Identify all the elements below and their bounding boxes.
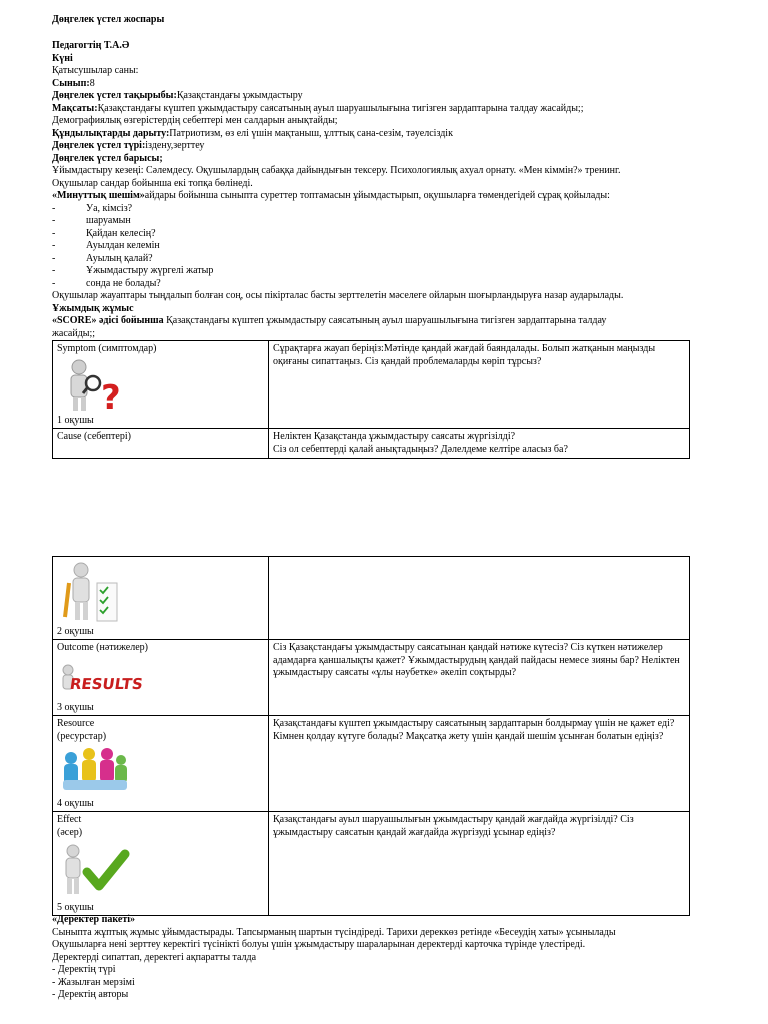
grade-line xyxy=(52,78,692,91)
minute-line xyxy=(52,190,692,203)
table-row xyxy=(53,640,690,716)
table-row xyxy=(53,557,690,640)
table-cell: Қазақстандағы күштеп ұжымдастыру саясатының зардаптарын болдырмау үшін не қажет еді? Кімнен қолдау күтуге болады? Мақсатқа жету үшін қандай шешім ұсынған болатын едіңіз? xyxy=(269,716,690,812)
score-text: Қазақстандағы күштеп ұжымдастыру саясатының ауыл шаруашылығына тигізген зардаптарына талдау xyxy=(163,315,607,326)
student-count: 4 оқушы xyxy=(57,797,94,809)
list-item: - Ауылың қалай? xyxy=(52,252,153,264)
table-cell: Cause (себептері) xyxy=(53,429,269,459)
table-row xyxy=(53,812,690,916)
results-icon-text: RESULTS xyxy=(68,675,145,693)
type-value: іздену,зерттеу xyxy=(145,140,205,151)
table-cell xyxy=(53,716,269,812)
packet-title: «Деректер пакеті» xyxy=(52,914,136,925)
topic-label: Дөңгелек үстел тақырыбы: xyxy=(52,90,177,101)
intro-line-1: Ұйымдастыру кезеңі: Сәлемдесу. Оқушылардың сабаққа дайындығын тексеру. Психологиялық ахуал орнату. «Мен кіммін?» тренинг. xyxy=(52,165,621,176)
table-cell xyxy=(53,812,269,916)
student-count: 3 оқушы xyxy=(57,701,94,713)
goal-label: Мақсаты: xyxy=(52,102,98,114)
list-item: - шаруамын xyxy=(52,215,131,226)
packet-line-3: Деректерді сипаттап, деректегі ақпаратты талда xyxy=(52,951,257,963)
results-icon xyxy=(59,662,145,701)
question-list xyxy=(52,203,692,291)
checklist-person-icon xyxy=(59,561,121,632)
list-item: - Қайдан келесің? xyxy=(52,227,156,239)
list-item: - Уа, кімсіз? xyxy=(52,202,133,214)
table-cell xyxy=(53,640,269,716)
student-count: 5 оқушы xyxy=(57,901,94,913)
team-puzzle-icon xyxy=(59,744,131,799)
type-line xyxy=(52,140,692,153)
after-line: Оқушылар жауаптары тыңдалып болған соң, осы пікірталас басты зерттелетін мәселеге ойларын шоғырландыруға назар аударылады. xyxy=(52,290,624,301)
table-cell: Сіз Қазақстандағы ұжымдастыру саясатынан қандай нәтиже күтесіз? Сіз күткен нәтижелер адамдарға қаншалықты қажет? Ұжымдастырудың қандай пайдасы немесе зияны бар? Неліктен ұжымдастыру саясаты «ұлы нәубетке» әкеліп соқтырды? xyxy=(269,640,690,716)
type-label: Дөңгелек үстел түрі: xyxy=(52,140,146,151)
teacher-line: Педагогтің Т.А.Ә xyxy=(52,40,130,51)
list-item: - Деректің түрі xyxy=(52,964,116,975)
list-item: - Деректің авторы xyxy=(52,989,129,1000)
progress-label: Дөңгелек үстел барысы; xyxy=(52,152,163,164)
row-label: Effect (әсер) xyxy=(57,814,83,838)
table-cell xyxy=(53,557,269,640)
table-row xyxy=(53,341,690,429)
table-row xyxy=(53,716,690,812)
participants-line: Қатысушылар саны: xyxy=(52,65,139,76)
table-cell xyxy=(269,557,690,640)
goal-line xyxy=(52,103,692,116)
packet-line-1: Сыныпта жұптық жұмыс ұйымдастырады. Тапсырманың шартын түсіндіреді. Тарихи дереккөз ретінде «Бесеудің хаты» ұсынылады xyxy=(52,926,616,938)
data-packet-section xyxy=(52,914,692,1002)
student-count: 2 оқушы xyxy=(57,625,94,637)
score-line-2: жасайды;; xyxy=(52,327,96,339)
list-item: - Ұжымдастыру жүргелі жатыр xyxy=(52,265,214,276)
student-count: 1 оқушы xyxy=(57,414,94,426)
values-label: Құндылықтарды дарыту: xyxy=(52,127,170,139)
grade-value: 8 xyxy=(89,77,95,89)
svg-text:?: ? xyxy=(101,378,121,418)
table-cell: Сұрақтарға жауап беріңіз:Мәтінде қандай жағдай баяндалады. Болып жатқанын маңызды оқиғаны сипаттаңыз. Сіз қандай проблемаларды көріп тұрсыз? xyxy=(269,341,690,429)
date-line: Күні xyxy=(52,52,73,64)
values-line xyxy=(52,128,692,141)
list-item: - сонда не болады? xyxy=(52,277,161,289)
packet-line-2: Оқушыларға нені зерттеу керектігі түсінікті болуы үшін ұжымдастыру шараларынан деректерді карточка түрінде үлестіреді. xyxy=(52,939,586,950)
question-magnifier-icon xyxy=(59,357,121,420)
topic-value: Қазақстандағы ұжымдастыру xyxy=(176,90,303,101)
table-cell: Неліктен Қазақстанда ұжымдастыру саясаты жүргізілді? Сіз ол себептерді қалай анықтадыңыз? Дәлелдеме келтіре аласыз ба? xyxy=(269,429,690,459)
score-line xyxy=(52,315,692,328)
group-work-heading: Ұжымдық жұмыс xyxy=(52,302,134,314)
intro-line-2: Оқушылар сандар бойынша екі топқа бөлінеді. xyxy=(52,177,253,189)
table-cell: Қазақстандағы ауыл шаруашылығын ұжымдастыру қандай жағдайда жүргізілді? Сіз ұжымдастыру саясатын қандай жағдайда жүргізуді ұсынар едіңіз? xyxy=(269,812,690,916)
table-cell xyxy=(53,341,269,429)
checkmark-person-icon xyxy=(59,842,131,901)
list-item: - Жазылған мерзімі xyxy=(52,976,135,988)
score-table-1 xyxy=(52,340,690,459)
header-block xyxy=(52,40,692,340)
row-label: Symptom (симптомдар) xyxy=(57,343,157,354)
values-value: Патриотизм, өз елі үшін мақтаныш, ұлттық сана-сезім, тәуелсіздік xyxy=(169,127,453,139)
goal-line-2: Демографиялық өзгерістердің себептері мен салдарын анықтайды; xyxy=(52,115,338,126)
table-row xyxy=(53,429,690,459)
list-item: - Ауылдан келемін xyxy=(52,240,160,251)
topic-line xyxy=(52,90,692,103)
row-label: Resource (ресурстар) xyxy=(57,718,107,742)
grade-label: Сынып: xyxy=(52,77,90,89)
goal-value: Қазақстандағы күштеп ұжымдастыру саясатының ауыл шаруашылығына тигізген зардаптарына талдау жасайды;; xyxy=(97,102,584,114)
minute-label: «Минуттық шешім» xyxy=(52,190,145,201)
row-label: Outcome (нәтижелер) xyxy=(57,642,148,653)
score-label: «SCORE» әдісі бойынша xyxy=(52,315,164,326)
plan-title: Дөңгелек үстел жоспары xyxy=(52,14,165,25)
score-table-2 xyxy=(52,556,690,916)
minute-text: айдары бойынша сыныпта суреттер топтамасын ұйымдастырып, оқушыларға төмендегідей сұрақ қойылады: xyxy=(144,190,610,201)
